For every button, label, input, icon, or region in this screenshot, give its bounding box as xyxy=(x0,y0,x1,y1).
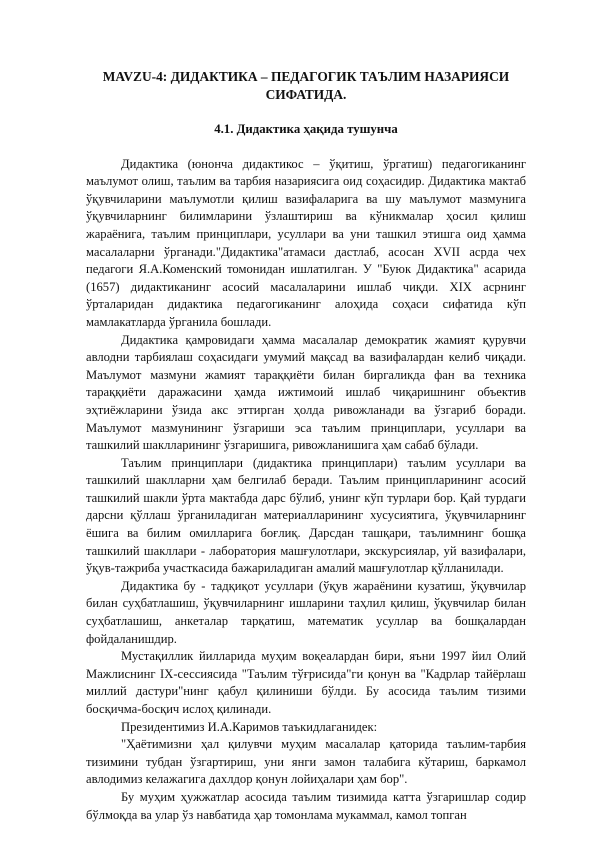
paragraph-7: "Ҳаётимизни ҳал қилувчи муҳим масалалар қаторида таълим-тарбия тизимини тубдан ўзгартириш, уни янги замон талабига кўтариш, баркамол авлодимиз келажагига дахлдор қонун лойиҳалари ҳам бор". xyxy=(86,737,526,787)
paragraph-1: Дидактика (юнонча дидактикос – ўқитиш, ўргатиш) педагогиканинг маълумот олиш, таълим ва тарбия назариясига оид соҳасидир. Дидактика мактаб ўқувчиларини маълумотли қилиш вазифаларига ва шу маълумот мазмунига ўқувчиларнинг билимларини ўзлаштириш ва кўникмалар ҳосил қилиш жараёнига, таълим принциплари, усуллари ва уни ташкил этишга оид ҳамма масалаларни ўрганади."Дидактика"атамаси дастлаб, асосан XVII асрда чех педагоги Я.А.Коменский томонидан ишлатилган. У "Буюк Дидактика" асарида (1657) дидактиканинг асосий масалаларини ишлаб чиқди. XIX асрнинг ўрталаридан дидактика педагогиканинг алоҳида соҳаси сифатида кўп мамлакатларда ўрганила бошлади. xyxy=(86,156,526,329)
paragraph-6: Президентимиз И.А.Каримов таъкидлаганидек: xyxy=(121,719,378,734)
paragraph-8: Бу муҳим ҳужжатлар асосида таълим тизимида катта ўзгаришлар содир бўлмоқда ва улар ўз навбатида ҳар томонлама мукаммал, камол топган xyxy=(86,789,526,822)
paragraph-5: Мустақиллик йилларида муҳим воқеалардан бири, яъни 1997 йил Олий Мажлиснинг IX-сессиясида "Таълим тўғрисида"ги қонун ва "Кадрлар тайёрлаш миллий дастури"нинг қабул қилиниши бўлди. Бу асосида таълим тизими босқичма-босқич ислоҳ қилинади. xyxy=(86,649,526,716)
document-title: MAVZU-4: ДИДАКТИКА – ПЕДАГОГИК ТАЪЛИМ НАЗАРИЯСИ СИФАТИДА. xyxy=(102,69,510,102)
section-heading: 4.1. Дидактика ҳақида тушунча xyxy=(214,122,398,136)
paragraph-2: Дидактика қамровидаги ҳамма масалалар демократик жамият қурувчи авлодни тарбиялаш соҳасидаги умумий мақсад ва вазифалардан келиб чиқади. Маълумот мазмуни жамият тараққиёти билан биргаликда фан ва техника тараққиёти даражасини ҳамда ижтимоий ишлаб чиқаришнинг объектив эҳтиёжларини ўзида акс эттирган ҳолда ривожланади ва ўзгариб боради. Маълумот мазмунининг ўзгариши эса таълим принциплари, усуллари ва ташкилий шаклларининг ўзгаришига, ривожланишига ҳам сабаб бўлади. xyxy=(86,332,526,453)
paragraph-3: Таълим принциплари (дидактика принциплари) таълим усуллари ва ташкилий шаклларни ҳам белгилаб беради. Таълим принципларининг асосий ташкилий шакли ўрта мактабда дарс бўлиб, унинг кўп турлари бор. Қай турдаги дарсни қўллаш ўрганиладиган материалларининг хусусиятига, ўқувчиларнинг ёшига ва билим омилларига боғлиқ. Дарсдан ташқари, таълимнинг бошқа ташкилий шакллари - лаборатория машғулотлари, экскурсиялар, уй вазифалари, ўқув-тажриба участкасида бажариладиган амалий машғулотлар қўлланилади. xyxy=(86,455,526,576)
paragraph-4: Дидактика бу - тадқиқот усуллари (ўқув жараёнини кузатиш, ўқувчилар билан суҳбатлашиш, ўқувчиларнинг ишларини таҳлил қилиш, ўқувчилар билан суҳбатлашиш, анкеталар тарқатиш, математик усуллар ва бошқалардан фойдаланишдир. xyxy=(86,578,526,646)
